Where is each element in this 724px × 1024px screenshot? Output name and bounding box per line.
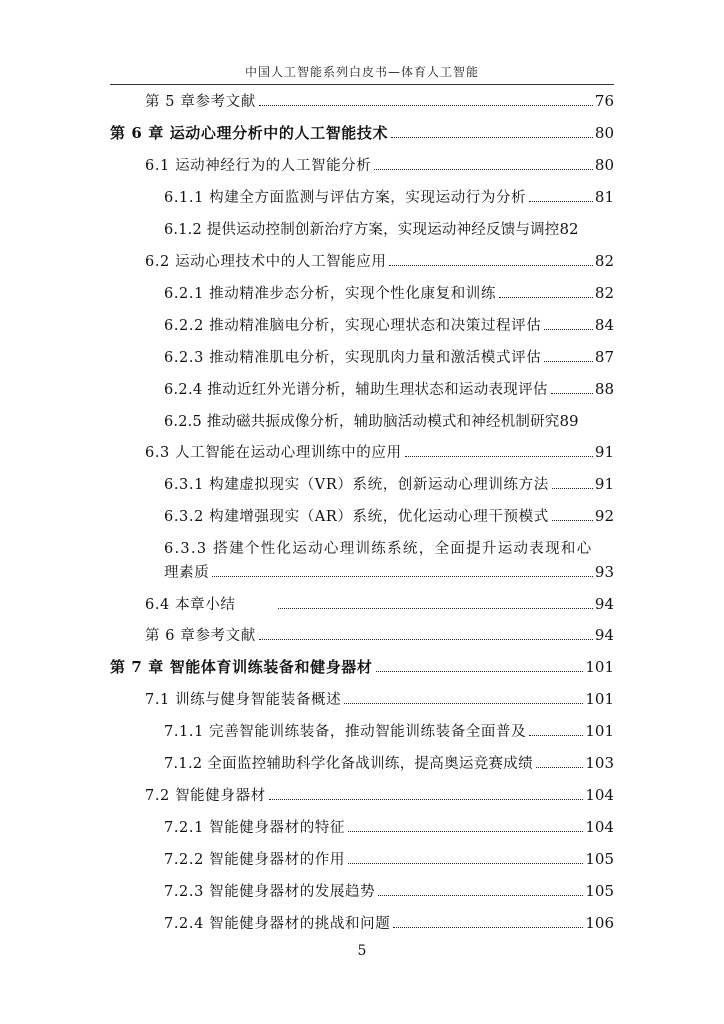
toc-entry-page: 88 [594, 380, 614, 398]
toc-entry-label: 7.2 智能健身器材 [145, 788, 266, 804]
running-header: 中国人工智能系列白皮书—体育人工智能 [244, 65, 479, 79]
toc-entry-page: 94 [594, 626, 614, 644]
toc-entry-label: 7.2.1 智能健身器材的特征 [164, 820, 346, 836]
toc-entry-page: 76 [594, 92, 614, 110]
toc-entry-6-2[interactable] [145, 250, 614, 271]
toc-entry-label: 6.1 运动神经行为的人工智能分析 [145, 158, 372, 174]
toc-entry-page: 91 [594, 443, 614, 461]
page-number: 5 [357, 943, 367, 959]
dot-leader [391, 137, 593, 138]
toc-entry-page: 87 [594, 348, 614, 366]
toc-entry-label: 6.2.1 推动精准步态分析，实现个性化康复和训练 [164, 286, 497, 302]
dot-leader [529, 735, 583, 736]
toc-entry-label: 6.4 本章小结 [145, 597, 236, 613]
toc-entry-page: 92 [594, 507, 614, 525]
toc-entry-chapter-6[interactable] [110, 122, 614, 143]
dot-leader [499, 297, 593, 298]
toc-entry-6-2-3[interactable] [164, 346, 614, 367]
toc-entry-page: 105 [585, 882, 614, 900]
toc-entry-6-2-4[interactable] [164, 378, 614, 399]
toc-entry-6-1[interactable] [145, 154, 614, 175]
toc-entry-6-3-1[interactable] [164, 473, 614, 494]
toc-entry-page: 104 [585, 786, 614, 804]
toc-entry-page: 80 [594, 124, 614, 142]
toc-entry-7-2-1[interactable] [164, 816, 614, 837]
toc-entry-7-1-2[interactable] [164, 752, 614, 773]
toc-entry-6-4[interactable] [145, 593, 614, 614]
dot-leader [378, 895, 583, 896]
toc-entry-ch5-references[interactable] [145, 90, 614, 111]
dot-leader [544, 361, 593, 362]
dot-leader [269, 799, 584, 800]
toc-entry-label: 第 6 章 运动心理分析中的人工智能技术 [110, 124, 389, 142]
toc-entry-page: 106 [585, 914, 614, 932]
toc-entry-7-2[interactable] [145, 784, 614, 805]
toc-entry-label: 第 6 章参考文献 [145, 628, 256, 644]
toc-entry-page: 80 [594, 156, 614, 174]
toc-entry-label: 6.1.1 构建全方面监测与评估方案，实现运动行为分析 [164, 190, 527, 206]
dot-leader [552, 488, 593, 489]
dot-leader [374, 169, 593, 170]
dot-leader [376, 671, 584, 672]
toc-entry-6-2-5[interactable] [164, 410, 614, 431]
toc-entry-6-2-2[interactable] [164, 314, 614, 335]
toc-entry-page: 105 [585, 850, 614, 868]
dot-leader [393, 927, 583, 928]
dot-leader [389, 265, 592, 266]
toc-entry-page: 103 [585, 754, 614, 772]
toc-entry-label: 6.1.2 提供运动控制创新治疗方案，实现运动神经反馈与调控 [164, 222, 560, 238]
toc-entry-ch6-references[interactable] [145, 624, 614, 645]
toc-entry-page: 94 [594, 595, 614, 613]
toc-entry-6-3-3-line1[interactable]: 6.3.3 搭建个性化运动心理训练系统，全面提升运动表现和心 [164, 541, 593, 557]
toc-entry-page: 101 [585, 658, 614, 676]
dot-leader [536, 767, 583, 768]
toc-entry-label: 第 5 章参考文献 [145, 94, 256, 110]
toc-entry-7-1-1[interactable] [164, 720, 614, 741]
toc-entry-6-3[interactable] [145, 441, 614, 462]
dot-leader [212, 576, 593, 577]
toc-entry-page: 82 [594, 284, 614, 302]
toc-entry-page: 104 [585, 818, 614, 836]
toc-entry-label: 7.1 训练与健身智能装备概述 [145, 692, 342, 708]
toc-entry-page: 84 [594, 316, 614, 334]
toc-entry-6-1-2[interactable] [164, 218, 614, 239]
dot-leader [259, 105, 593, 106]
toc-entry-7-2-3[interactable] [164, 880, 614, 901]
toc-entry-label: 6.3 人工智能在运动心理训练中的应用 [145, 445, 402, 461]
toc-entry-label: 7.2.3 智能健身器材的发展趋势 [164, 884, 376, 900]
dot-leader [259, 639, 593, 640]
toc-entry-chapter-7[interactable] [110, 656, 614, 677]
toc-entry-label: 6.2.5 推动磁共振成像分析，辅助脑活动模式和神经机制研究 [164, 414, 560, 430]
toc-entry-page: 81 [594, 188, 614, 206]
toc-entry-page: 101 [585, 690, 614, 708]
dot-leader [348, 831, 583, 832]
toc-entry-label: 第 7 章 智能体育训练装备和健身器材 [110, 658, 373, 676]
dot-leader [552, 520, 593, 521]
dot-leader [405, 456, 593, 457]
toc-entry-page: 101 [585, 722, 614, 740]
toc-entry-label: 6.2 运动心理技术中的人工智能应用 [145, 254, 387, 270]
toc-entry-page: 82 [559, 220, 579, 238]
toc-entry-6-2-1[interactable] [164, 282, 614, 303]
toc-entry-label: 6.2.2 推动精准脑电分析，实现心理状态和决策过程评估 [164, 318, 542, 334]
toc-entry-label: 6.2.4 推动近红外光谱分析，辅助生理状态和运动表现评估 [164, 382, 548, 398]
toc-entry-page: 82 [594, 252, 614, 270]
dot-leader [278, 608, 592, 609]
dot-leader [344, 703, 583, 704]
toc-entry-label: 7.1.2 全面监控辅助科学化备战训练，提高奥运竞赛成绩 [164, 756, 533, 772]
toc-entry-label: 6.3.2 构建增强现实（AR）系统，优化运动心理干预模式 [164, 509, 549, 525]
toc-entry-6-3-2[interactable] [164, 505, 614, 526]
toc-entry-label: 7.1.1 完善智能训练装备，推动智能训练装备全面普及 [164, 724, 527, 740]
toc-entry-page: 93 [594, 563, 614, 581]
dot-leader [551, 393, 593, 394]
dot-leader [529, 201, 593, 202]
toc-entry-7-2-2[interactable] [164, 848, 614, 869]
toc-entry-label: 7.2.4 智能健身器材的挑战和问题 [164, 916, 391, 932]
dot-leader [348, 863, 583, 864]
dot-leader [544, 329, 593, 330]
toc-entry-page: 91 [594, 475, 614, 493]
toc-entry-6-3-3[interactable] [164, 561, 614, 582]
toc-entry-6-1-1[interactable] [164, 186, 614, 207]
toc-entry-label: 6.2.3 推动精准肌电分析，实现肌肉力量和激活模式评估 [164, 350, 542, 366]
toc-entry-label: 理素质 [164, 565, 210, 581]
toc-entry-label: 6.3.1 构建虚拟现实（VR）系统，创新运动心理训练方法 [164, 477, 549, 493]
toc-entry-7-2-4[interactable] [164, 912, 614, 933]
toc-entry-label: 7.2.2 智能健身器材的作用 [164, 852, 346, 868]
toc-entry-7-1[interactable] [145, 688, 614, 709]
toc-entry-page: 89 [559, 412, 579, 430]
